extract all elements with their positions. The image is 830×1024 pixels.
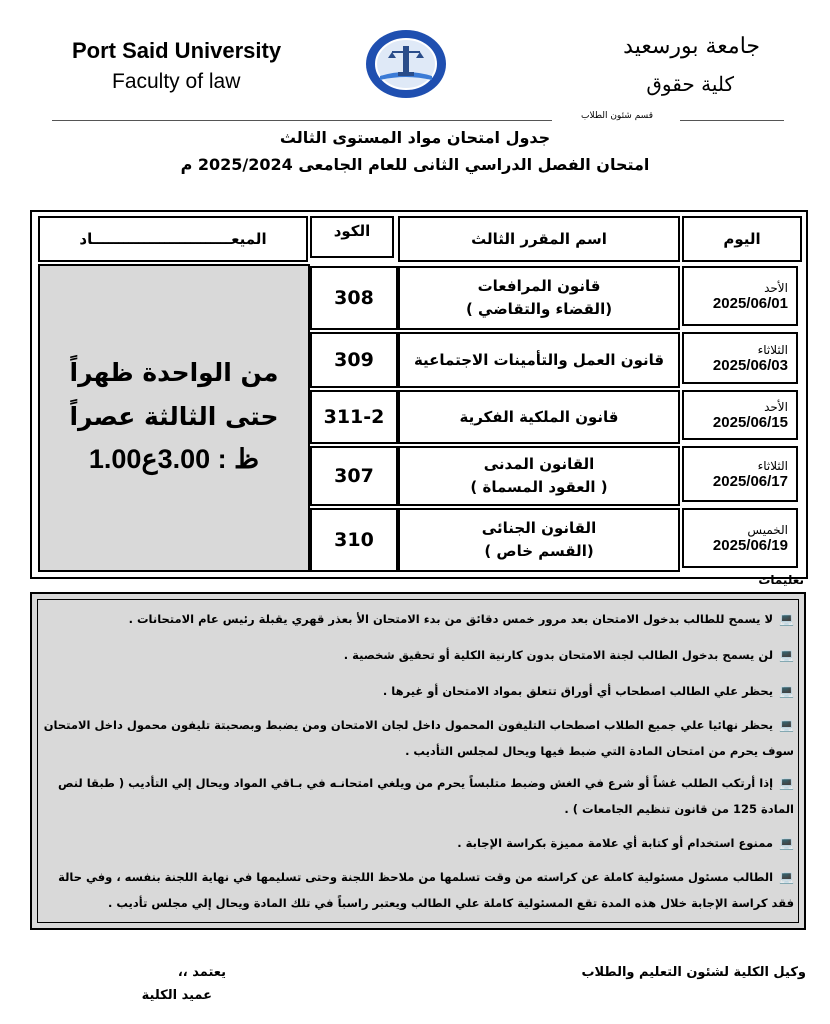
header-time <box>38 216 308 262</box>
table-row-day <box>682 446 798 502</box>
exam-date: 2025/06/15 <box>712 413 788 431</box>
instruction-item <box>42 712 794 764</box>
faculty-name-en: Faculty of law <box>112 70 241 93</box>
instruction-text: يحظر علي الطالب اصطحاب أي أوراق تتعلق بمواد الامتحان أو غيرها . <box>382 684 774 698</box>
university-name-en: Port Said University <box>72 38 282 63</box>
table-row-course <box>398 446 680 506</box>
table-row-code: 311-2 <box>310 390 398 444</box>
header-divider <box>680 120 784 121</box>
instructions-title: تعليمات <box>758 573 804 587</box>
instruction-item <box>42 678 794 704</box>
dean-signature-label: عميد الكلية <box>141 988 212 1003</box>
table-row-day <box>682 266 798 326</box>
table-row-day <box>682 508 798 568</box>
approval-label: يعتمد ،، <box>177 965 226 980</box>
computer-icon: 💻 <box>779 612 794 626</box>
course-name: قانون المرافعات <box>477 277 601 295</box>
instruction-text: لن يسمح بدخول الطالب لجنة الامتحان بدون كارنية الكلية أو تحقيق شخصية . <box>343 648 774 662</box>
instruction-item <box>42 642 794 668</box>
header-code-label: الكود <box>333 222 371 240</box>
table-row-course <box>398 266 680 330</box>
instruction-text: الطالب مسئول مسئولية كاملة عن كراسته من وقت تسلمها من ملاحظ اللجنة وحتى تسليمها في نهاية اللجنة بنفسه ، وفي حالة فقد كراسة الإجابة خلال هذه المدة تقع المسئولية كاملة علي الطالب ويعتبر راسباً في تلك المادة ويحال إلي مجلس تأديب . <box>58 870 794 910</box>
instruction-text: إذا أرتكب الطلب غشاً أو شرع في الغش وضبط متلبساً يحرم من ويلغي امتحانـه في بـاقي المواد ويحال إلي التأديب ( طبقا لنص المادة 125 من قانون تنظيم الجامعات ) . <box>58 776 794 816</box>
course-subtitle: ( العقود المسماة ) <box>470 478 608 496</box>
time-line-1: من الواحدة ظهراً <box>69 358 279 387</box>
table-row-day <box>682 390 798 440</box>
computer-icon: 💻 <box>779 648 794 662</box>
header-day <box>682 216 802 262</box>
instruction-text: ممنوع استخدام أو كتابة أي علامة مميزة بكراسة الإجابة . <box>457 836 774 850</box>
exam-date: 2025/06/01 <box>712 294 788 312</box>
course-name: القانون المدنى <box>483 455 595 473</box>
exam-time-cell <box>38 264 310 572</box>
header-code <box>310 216 394 258</box>
table-row-course <box>398 332 680 388</box>
faculty-name-ar: كلية حقوق <box>646 72 734 96</box>
university-logo <box>364 28 448 100</box>
computer-icon: 💻 <box>779 684 794 698</box>
instruction-text: يحظر نهائيا علي جميع الطلاب اصطحاب التليفون المحمول داخل لجان الامتحان ومن يضبط وبصحبتة تليفون محمول داخل الامتحان سوف يحرم من امتحان المادة التي ضبط فيها ويحال لمجلس التأديب . <box>43 718 794 758</box>
course-name: قانون العمل والتأمينات الاجتماعية <box>413 350 665 369</box>
table-row-code: 307 <box>310 446 398 506</box>
vice-dean-signature-label: وكيل الكلية لشئون التعليم والطلاب <box>581 965 806 980</box>
table-row-code: 310 <box>310 508 398 572</box>
computer-icon: 💻 <box>779 870 794 884</box>
computer-icon: 💻 <box>779 776 794 790</box>
table-row-code: 309 <box>310 332 398 388</box>
table-row-code: 308 <box>310 266 398 330</box>
course-name: قانون الملكية الفكرية <box>459 407 619 426</box>
instruction-item <box>42 864 794 916</box>
computer-icon: 💻 <box>779 718 794 732</box>
instruction-text: لا يسمح للطالب بدخول الامتحان بعد مرور خمس دقائق من بدء الامتحان الأ بعذر قهري يقبلة رئيس عام الامتحانات . <box>128 612 774 626</box>
time-line-3: 1.00ظ : 3.00ع <box>88 444 260 474</box>
course-subtitle: (القضاء والتقاضي ) <box>465 300 613 318</box>
header-time-label: الميعـــــــــــــــــــــــــــاد <box>79 230 267 248</box>
exam-date: 2025/06/03 <box>712 356 788 374</box>
day-name: الخميس <box>747 522 788 537</box>
page-title: جدول امتحان مواد المستوى الثالث <box>279 128 551 147</box>
exam-date: 2025/06/17 <box>712 472 788 490</box>
header-course <box>398 216 680 262</box>
course-name: القانون الجنائى <box>481 519 597 537</box>
department-label: قسم شئون الطلاب <box>580 111 654 121</box>
day-name: الثلاثاء <box>757 342 788 357</box>
instruction-item <box>42 606 794 632</box>
table-row-course <box>398 390 680 444</box>
page-subtitle: امتحان الفصل الدراسي الثانى للعام الجامعى 2025/2024 م <box>180 155 650 174</box>
day-name: الثلاثاء <box>757 458 788 473</box>
header-course-label: اسم المقرر الثالث <box>471 230 607 248</box>
course-subtitle: (القسم خاص ) <box>484 542 594 560</box>
table-row-course <box>398 508 680 572</box>
time-line-2: حتى الثالثة عصراً <box>69 402 279 431</box>
exam-date: 2025/06/19 <box>712 536 788 554</box>
instruction-item <box>42 830 794 856</box>
day-name: الأحد <box>764 280 788 295</box>
table-row-day <box>682 332 798 384</box>
instructions-box <box>30 592 806 930</box>
computer-icon: 💻 <box>779 836 794 850</box>
header-divider <box>52 120 552 121</box>
header-day-label: اليوم <box>723 230 761 248</box>
university-name-ar: جامعة بورسعيد <box>623 34 760 59</box>
instruction-item <box>42 770 794 822</box>
day-name: الأحد <box>764 399 788 414</box>
